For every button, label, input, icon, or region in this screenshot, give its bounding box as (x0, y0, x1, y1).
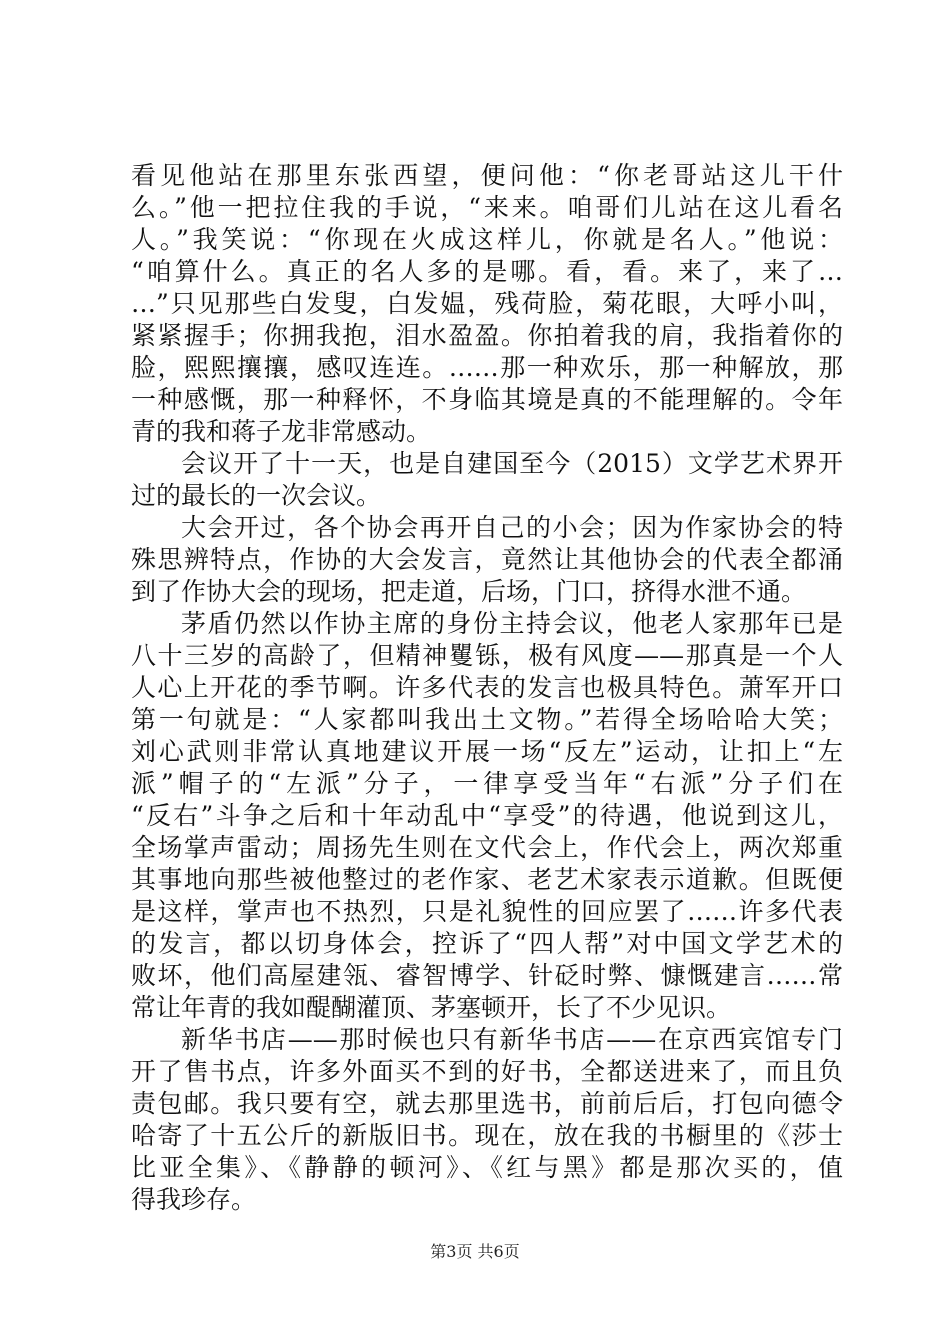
text-line: 到了作协大会的现场，把走道，后场，门口，挤得水泄不通。 (131, 577, 807, 606)
text-line: 责包邮。我只要有空，就去那里选书，前前后后，打包向德令 (131, 1089, 843, 1118)
text-line: 得我珍存。 (131, 1185, 257, 1214)
text-line: 过的最长的一次会议。 (131, 481, 382, 510)
text-line: 一种感慨，那一种释怀，不身临其境是真的不能理解的。令年 (131, 385, 843, 414)
text-line: 开了售书点，许多外面买不到的好书，全都送进来了，而且负 (131, 1057, 843, 1086)
text-line: 是这样，掌声也不热烈，只是礼貌性的回应罢了……许多代表 (131, 897, 843, 926)
text-line: 的发言，都以切身体会，控诉了“四人帮”对中国文学艺术的 (131, 929, 843, 958)
text-line: 第一句就是：“人家都叫我出土文物。”若得全场哈哈大笑； (131, 705, 843, 734)
document-body (131, 160, 843, 1216)
text-line: “反右”斗争之后和十年动乱中“享受”的待遇，他说到这儿， (131, 801, 843, 830)
text-line: 青的我和蒋子龙非常感动。 (131, 417, 432, 446)
text-line: 败坏，他们高屋建瓴、睿智博学、针砭时弊、慷慨建言……常 (131, 961, 843, 990)
text-line: 脸，熙熙攘攘，感叹连连。……那一种欢乐，那一种解放，那 (131, 353, 843, 382)
text-line: 比亚全集》、《静静的顿河》、《红与黑》都是那次买的，值 (131, 1153, 843, 1182)
text-line: 人。”我笑说：“你现在火成这样儿，你就是名人。”他说： (131, 225, 843, 254)
text-line: 么。”他一把拉住我的手说，“来来。咱哥们儿站在这儿看名 (131, 193, 843, 222)
text-line: 派”帽子的“左派”分子，一律享受当年“右派”分子们在 (131, 769, 843, 798)
text-line: 哈寄了十五公斤的新版旧书。现在，放在我的书橱里的《莎士 (131, 1121, 843, 1150)
text-line: “咱算什么。真正的名人多的是哪。看，看。来了，来了… (131, 257, 843, 286)
paragraph-first-line: 茅盾仍然以作协主席的身份主持会议，他老人家那年已是 (181, 609, 843, 638)
paragraph-first-line: 大会开过，各个协会再开自己的小会；因为作家协会的特 (181, 513, 843, 542)
text-line: 八十三岁的高龄了，但精神矍铄，极有风度——那真是一个人 (131, 641, 843, 670)
paragraph-first-line: 新华书店——那时候也只有新华书店——在京西宾馆专门 (181, 1025, 843, 1054)
text-line: 看见他站在那里东张西望，便问他：“你老哥站这儿干什 (131, 161, 843, 190)
text-line: …”只见那些白发叟，白发媪，残荷脸，菊花眼，大呼小叫， (131, 289, 843, 318)
text-line: 其事地向那些被他整过的老作家、老艺术家表示道歉。但既便 (131, 865, 843, 894)
page-number: 第3页 共6页 (430, 1242, 520, 1261)
text-line: 紧紧握手；你拥我抱，泪水盈盈。你拍着我的肩，我指着你的 (131, 321, 843, 350)
text-line: 殊思辨特点，作协的大会发言，竟然让其他协会的代表全都涌 (131, 545, 843, 574)
text-line: 全场掌声雷动；周扬先生则在文代会上，作代会上，两次郑重 (131, 833, 843, 862)
text-line: 刘心武则非常认真地建议开展一场“反左”运动，让扣上“左 (131, 737, 843, 766)
paragraph-first-line: 会议开了十一天，也是自建国至今（2015）文学艺术界开 (181, 449, 843, 478)
text-line: 常让年青的我如醍醐灌顶、茅塞顿开，长了不少见识。 (131, 993, 732, 1022)
text-line: 人心上开花的季节啊。许多代表的发言也极具特色。萧军开口 (131, 673, 843, 702)
